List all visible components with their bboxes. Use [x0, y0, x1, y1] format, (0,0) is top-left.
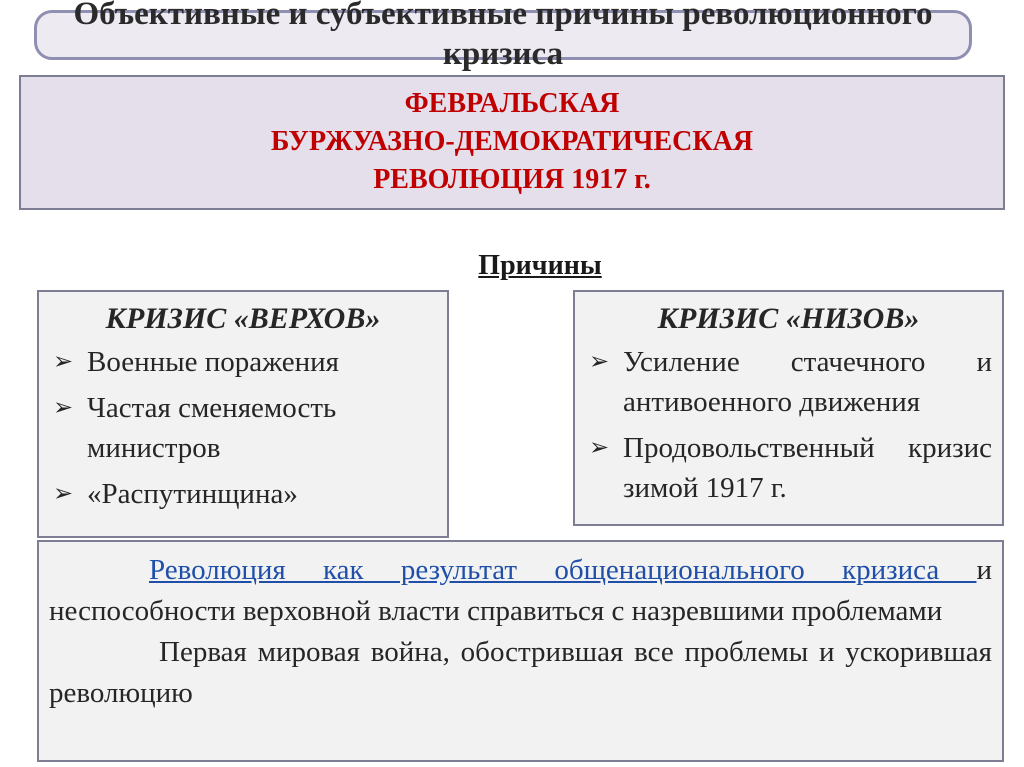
crisis-top-card — [37, 290, 449, 538]
arrow-bullet-icon: ➢ — [53, 349, 74, 375]
conclusion-text-1: и неспособности верховной власти справиться с назревшими проблемами — [49, 554, 992, 627]
list-item-text: «Распутинщина» — [87, 478, 298, 510]
list-item — [575, 428, 1002, 508]
list-item-text: Усиление стачечного и антивоенного движения — [623, 346, 992, 418]
conclusion-paragraph-2: Первая мировая война, обострившая все проблемы и ускорившая революцию — [49, 636, 992, 709]
conclusion-panel — [37, 540, 1004, 762]
arrow-bullet-icon: ➢ — [589, 435, 610, 461]
crisis-bottom-title: КРИЗИС «НИЗОВ» — [657, 302, 920, 335]
list-item — [39, 474, 447, 514]
conclusion-paragraph-1 — [49, 550, 992, 632]
crisis-bottom-card — [573, 290, 1004, 526]
arrow-bullet-icon: ➢ — [53, 395, 74, 421]
list-item — [39, 388, 447, 468]
crisis-top-title: КРИЗИС «ВЕРХОВ» — [105, 302, 381, 335]
arrow-bullet-icon: ➢ — [53, 481, 74, 507]
arrow-bullet-icon: ➢ — [589, 349, 610, 375]
crisis-bottom-list — [575, 342, 1002, 508]
slide-title: Объективные и субъективные причины революционного кризиса — [73, 0, 933, 72]
list-item-text: Продовольственный кризис зимой 1917 г. — [623, 432, 992, 504]
revolution-result-link[interactable]: Революция как результат общенационального кризиса — [149, 554, 977, 586]
revolution-line-1: ФЕВРАЛЬСКАЯ — [404, 88, 620, 119]
list-item — [39, 342, 447, 382]
list-item — [575, 342, 1002, 422]
list-item-text: Военные поражения — [87, 346, 340, 378]
crisis-top-list — [39, 342, 447, 514]
revolution-heading — [19, 85, 1005, 199]
revolution-line-2: БУРЖУАЗНО-ДЕМОКРАТИЧЕСКАЯ — [270, 126, 754, 157]
list-item-text: Частая сменяемость министров — [87, 392, 337, 464]
causes-label: Причины — [478, 250, 602, 281]
revolution-line-3: РЕВОЛЮЦИЯ 1917 г. — [373, 164, 651, 195]
